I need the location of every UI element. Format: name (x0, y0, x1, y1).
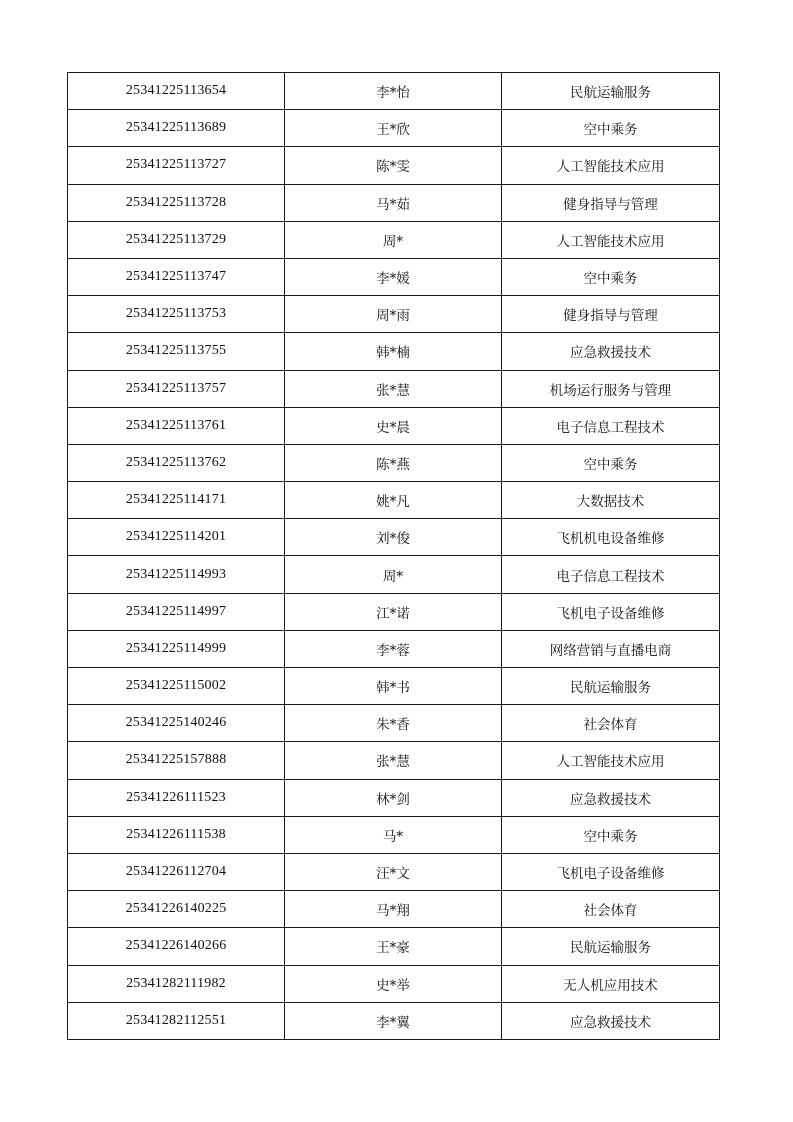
table-row (68, 630, 720, 667)
student-name-cell: 韩*楠 (285, 333, 502, 370)
candidate-id-cell: 25341225140246 (68, 705, 285, 742)
candidate-id-cell: 25341226140266 (68, 928, 285, 965)
major-cell: 社会体育 (502, 891, 720, 928)
student-name-cell: 陈*雯 (285, 147, 502, 184)
major-cell: 飞机机电设备维修 (502, 519, 720, 556)
student-name-cell: 江*诺 (285, 593, 502, 630)
candidate-id-cell: 25341225113747 (68, 258, 285, 295)
table-row (68, 556, 720, 593)
major-cell: 民航运输服务 (502, 73, 720, 110)
table-row (68, 370, 720, 407)
student-name-cell: 史*举 (285, 965, 502, 1002)
student-name-cell: 林*剑 (285, 779, 502, 816)
major-cell: 网络营销与直播电商 (502, 630, 720, 667)
major-cell: 应急救援技术 (502, 1002, 720, 1039)
table-row (68, 853, 720, 890)
major-cell: 空中乘务 (502, 444, 720, 481)
student-name-cell: 马*茹 (285, 184, 502, 221)
candidate-id-cell: 25341225113729 (68, 221, 285, 258)
student-name-cell: 周*雨 (285, 296, 502, 333)
table-row (68, 333, 720, 370)
candidate-id-cell: 25341225114201 (68, 519, 285, 556)
candidate-id-cell: 25341225113728 (68, 184, 285, 221)
major-cell: 健身指导与管理 (502, 296, 720, 333)
student-name-cell: 马* (285, 816, 502, 853)
roster-table-body (68, 73, 720, 1040)
roster-table (67, 72, 720, 1040)
student-name-cell: 王*豪 (285, 928, 502, 965)
major-cell: 应急救援技术 (502, 779, 720, 816)
major-cell: 机场运行服务与管理 (502, 370, 720, 407)
major-cell: 大数据技术 (502, 482, 720, 519)
student-name-cell: 张*慧 (285, 370, 502, 407)
table-row (68, 147, 720, 184)
major-cell: 飞机电子设备维修 (502, 593, 720, 630)
table-row (68, 73, 720, 110)
candidate-id-cell: 25341225113727 (68, 147, 285, 184)
candidate-id-cell: 25341282111982 (68, 965, 285, 1002)
major-cell: 健身指导与管理 (502, 184, 720, 221)
major-cell: 空中乘务 (502, 258, 720, 295)
major-cell: 民航运输服务 (502, 928, 720, 965)
student-name-cell: 王*欣 (285, 110, 502, 147)
table-row (68, 482, 720, 519)
candidate-id-cell: 25341225115002 (68, 668, 285, 705)
major-cell: 人工智能技术应用 (502, 742, 720, 779)
candidate-id-cell: 25341225157888 (68, 742, 285, 779)
major-cell: 社会体育 (502, 705, 720, 742)
table-row (68, 221, 720, 258)
table-row (68, 705, 720, 742)
table-row (68, 258, 720, 295)
table-row (68, 407, 720, 444)
student-name-cell: 李*翼 (285, 1002, 502, 1039)
student-name-cell: 李*媛 (285, 258, 502, 295)
student-name-cell: 李*蓉 (285, 630, 502, 667)
table-row (68, 444, 720, 481)
student-name-cell: 马*翔 (285, 891, 502, 928)
table-row (68, 110, 720, 147)
candidate-id-cell: 25341225114997 (68, 593, 285, 630)
candidate-id-cell: 25341225113654 (68, 73, 285, 110)
candidate-id-cell: 25341226140225 (68, 891, 285, 928)
table-row (68, 965, 720, 1002)
candidate-id-cell: 25341225113755 (68, 333, 285, 370)
table-row (68, 668, 720, 705)
major-cell: 空中乘务 (502, 110, 720, 147)
table-row (68, 891, 720, 928)
table-row (68, 779, 720, 816)
table-row (68, 816, 720, 853)
student-name-cell: 李*怡 (285, 73, 502, 110)
major-cell: 民航运输服务 (502, 668, 720, 705)
candidate-id-cell: 25341225114171 (68, 482, 285, 519)
major-cell: 无人机应用技术 (502, 965, 720, 1002)
candidate-id-cell: 25341225113689 (68, 110, 285, 147)
student-name-cell: 姚*凡 (285, 482, 502, 519)
student-name-cell: 史*晨 (285, 407, 502, 444)
candidate-id-cell: 25341225114999 (68, 630, 285, 667)
candidate-id-cell: 25341282112551 (68, 1002, 285, 1039)
student-name-cell: 陈*燕 (285, 444, 502, 481)
candidate-id-cell: 25341225114993 (68, 556, 285, 593)
major-cell: 电子信息工程技术 (502, 556, 720, 593)
candidate-id-cell: 25341226112704 (68, 853, 285, 890)
table-row (68, 742, 720, 779)
table-row (68, 184, 720, 221)
major-cell: 人工智能技术应用 (502, 147, 720, 184)
table-row (68, 296, 720, 333)
student-name-cell: 朱*香 (285, 705, 502, 742)
roster-sheet (67, 72, 719, 1040)
student-name-cell: 韩*书 (285, 668, 502, 705)
student-name-cell: 张*慧 (285, 742, 502, 779)
table-row (68, 593, 720, 630)
major-cell: 应急救援技术 (502, 333, 720, 370)
student-name-cell: 刘*俊 (285, 519, 502, 556)
candidate-id-cell: 25341225113753 (68, 296, 285, 333)
candidate-id-cell: 25341225113762 (68, 444, 285, 481)
major-cell: 电子信息工程技术 (502, 407, 720, 444)
candidate-id-cell: 25341225113761 (68, 407, 285, 444)
student-name-cell: 周* (285, 556, 502, 593)
major-cell: 人工智能技术应用 (502, 221, 720, 258)
major-cell: 空中乘务 (502, 816, 720, 853)
table-row (68, 928, 720, 965)
table-row (68, 519, 720, 556)
candidate-id-cell: 25341226111538 (68, 816, 285, 853)
candidate-id-cell: 25341225113757 (68, 370, 285, 407)
candidate-id-cell: 25341226111523 (68, 779, 285, 816)
student-name-cell: 汪*文 (285, 853, 502, 890)
table-row (68, 1002, 720, 1039)
major-cell: 飞机电子设备维修 (502, 853, 720, 890)
student-name-cell: 周* (285, 221, 502, 258)
